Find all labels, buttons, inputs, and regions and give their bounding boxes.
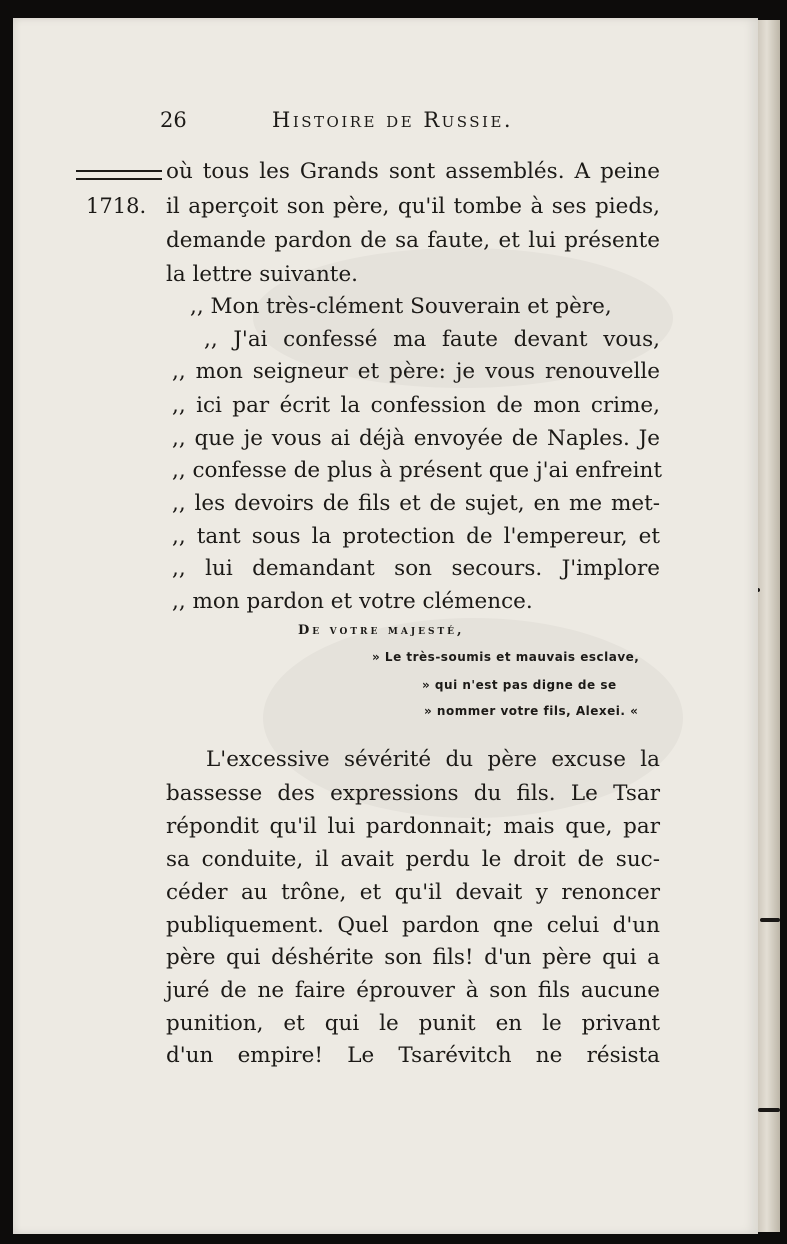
signature-line: » Le très-soumis et mauvais esclave, — [372, 650, 640, 664]
letter-line: ,, que je vous ai déjà envoyée de Naples. Je — [172, 426, 660, 451]
text-line: où tous les Grands sont assemblés. A peine — [166, 159, 660, 184]
letter-line: ,, confesse de plus à présent que j'ai enfreint — [172, 458, 662, 483]
signature-line: » qui n'est pas digne de se — [422, 678, 617, 692]
edge-mark — [760, 918, 780, 922]
page-number: 26 — [160, 108, 187, 132]
letter-line: ,, mon seigneur et père: je vous renouvelle — [172, 359, 660, 384]
text-line: L'excessive sévérité du père excuse la — [206, 747, 660, 772]
text-line: bassesse des expressions du fils. Le Tsar — [166, 781, 660, 806]
text-line: d'un empire! Le Tsarévitch ne résista — [166, 1043, 660, 1068]
signature-line: » nommer votre fils, Alexei. « — [424, 704, 639, 718]
text-line: publiquement. Quel pardon qne celui d'un — [166, 913, 660, 938]
text-line: punition, et qui le punit en le privant — [166, 1011, 660, 1036]
letter-line: ,, J'ai confessé ma faute devant vous, — [204, 327, 660, 352]
text-line: juré de ne faire éprouver à son fils aucune — [166, 978, 660, 1003]
edge-mark — [758, 1108, 780, 1112]
signature-heading: De votre majesté, — [298, 623, 465, 638]
text-line: sa conduite, il avait perdu le droit de suc- — [166, 847, 660, 872]
text-line: demande pardon de sa faute, et lui présente — [166, 228, 660, 253]
letter-line: ,, les devoirs de fils et de sujet, en me met- — [172, 491, 660, 516]
letter-line: ,, lui demandant son secours. J'implore — [172, 556, 660, 581]
running-title: Histoire de Russie. — [272, 108, 514, 132]
letter-line: ,, mon pardon et votre clémence. — [172, 589, 533, 614]
text-line: la lettre suivante. — [166, 262, 359, 287]
text-line: répondit qu'il lui pardonnait; mais que, par — [166, 814, 660, 839]
text-line: céder au trône, et qu'il devait y renoncer — [166, 880, 660, 905]
letter-line: ,, Mon très-clément Souverain et père, — [190, 294, 612, 319]
letter-line: ,, ici par écrit la confession de mon crime, — [172, 393, 660, 418]
text-line: il aperçoit son père, qu'il tombe à ses pieds, — [166, 194, 660, 219]
text-line: père qui déshérite son fils! d'un père qui a — [166, 945, 660, 970]
margin-year: 1718. — [86, 194, 147, 218]
section-rule — [76, 170, 162, 180]
book-page-edge — [758, 20, 780, 1232]
letter-line: ,, tant sous la protection de l'empereur, et — [172, 524, 660, 549]
